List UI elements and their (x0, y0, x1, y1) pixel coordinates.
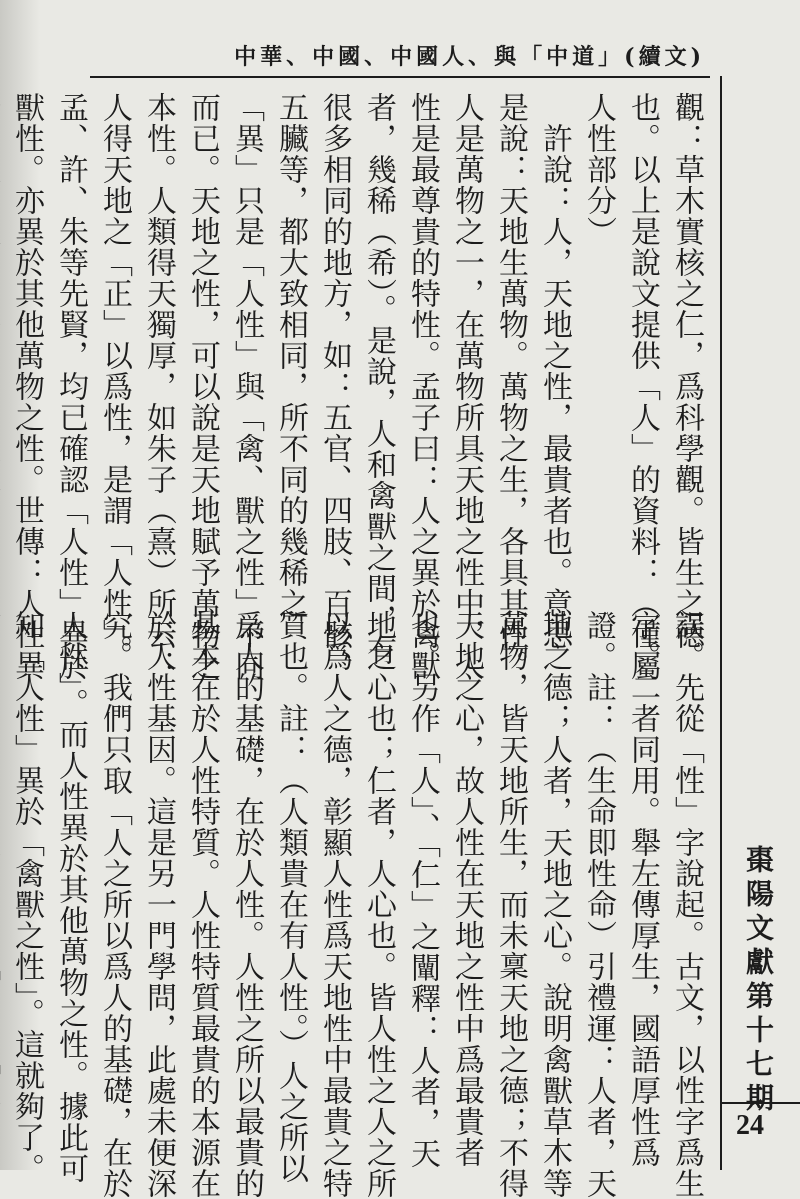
text-column: 人是萬物之一，在萬物所具天地之性中，人 (449, 92, 484, 681)
text-column: 天地之心，故人性在天地之性中爲最貴者 (449, 610, 484, 1168)
running-header: 中華、中國、中國人、與「中道」(續文) (234, 44, 705, 70)
text-column: 性是最尊貴的特性。孟子曰：人之異於禽獸 (405, 92, 440, 681)
upper-text-block (0, 92, 708, 681)
text-column: 於人性基因。這是另一門學問，此處未便深 (141, 610, 176, 1199)
text-column: 究。我們只取「人之所以爲人的基礎，在於 (97, 610, 132, 1199)
text-column: 而已。天地之性，可以說是天地賦予萬物之 (185, 92, 220, 681)
text-column: 獸性。亦異於其他萬物之性。世傳：人性異 (9, 92, 44, 681)
page-number: 24 (736, 1110, 764, 1141)
side-rule (720, 76, 722, 1170)
text-column: 知「人性」異於「禽獸之性」。這就夠了。 (9, 610, 44, 1184)
text-column: 人性部分） (581, 92, 616, 247)
text-column: 證。註：（生命即性命）引禮運：人者，天 (581, 610, 616, 1199)
text-column (0, 92, 4, 602)
text-column: 很多相同的地方，如：五官、四肢、百骸、 (317, 92, 352, 681)
text-column: 人得天地之「正」以爲性，是謂「人性」。 (97, 92, 132, 666)
page-number-rule (722, 1102, 800, 1104)
lower-text-block (0, 610, 708, 1199)
text-column: 孟、許、朱等先賢，均已確認「人性」異於 (53, 92, 88, 681)
text-column: 地之德；人者，天地之心。說明禽獸草木等 (537, 610, 572, 1199)
text-column: 誤。先從「性」字說起。古文，以性字爲生 (669, 610, 704, 1199)
text-column: 五臟等，都大致相同，所不同的幾稀之 (273, 92, 308, 619)
text-column: 許說：人，天地之性，最貴者也。意思 (537, 92, 572, 650)
text-column: 地之心也；仁者，人心也。皆人性之人之所 (361, 610, 396, 1199)
text-column (0, 610, 4, 1130)
text-column: 本性。人類得天獨厚，如朱子（熹）所云： (141, 92, 176, 681)
text-column: 質也。註：（人類貴在有人性。）人之所以 (273, 610, 308, 1184)
text-column: 「異」只是「人性」與「禽、獸之性」不同 (229, 92, 264, 681)
text-column: 基本在於人性特質。人性特質最貴的本源在 (185, 610, 220, 1199)
text-column: 字。二者同用。舉左傳厚生，國語厚性爲 (625, 610, 660, 1168)
text-column: 也。以上是說文提供「人」的資料：（僅屬 (625, 92, 660, 681)
text-column: 以爲人之德，彰顯人性爲天地性中最貴之特 (317, 610, 352, 1199)
journal-title: 棗陽文獻第十七期 (742, 845, 775, 1117)
text-column: 人性」。而人性異於其他萬物之性。據此可 (53, 610, 88, 1184)
text-column: 是說：天地生萬物。萬物之生，各具其性。 (493, 92, 528, 681)
text-column: 者，幾稀（希）。是說，人和禽獸之間，有 (361, 92, 396, 666)
text-column: 爲人的基礎，在於人性。人性之所以最貴的 (229, 610, 264, 1199)
header-rule (90, 76, 710, 78)
text-column: 觀：草木實核之仁，爲科學觀。皆生之德 (669, 92, 704, 650)
text-column: 萬物，皆天地所生，而未稟天地之德；不得 (493, 610, 528, 1199)
text-column: 也。另作「人」、「仁」之闡釋：人者，天 (405, 610, 440, 1169)
